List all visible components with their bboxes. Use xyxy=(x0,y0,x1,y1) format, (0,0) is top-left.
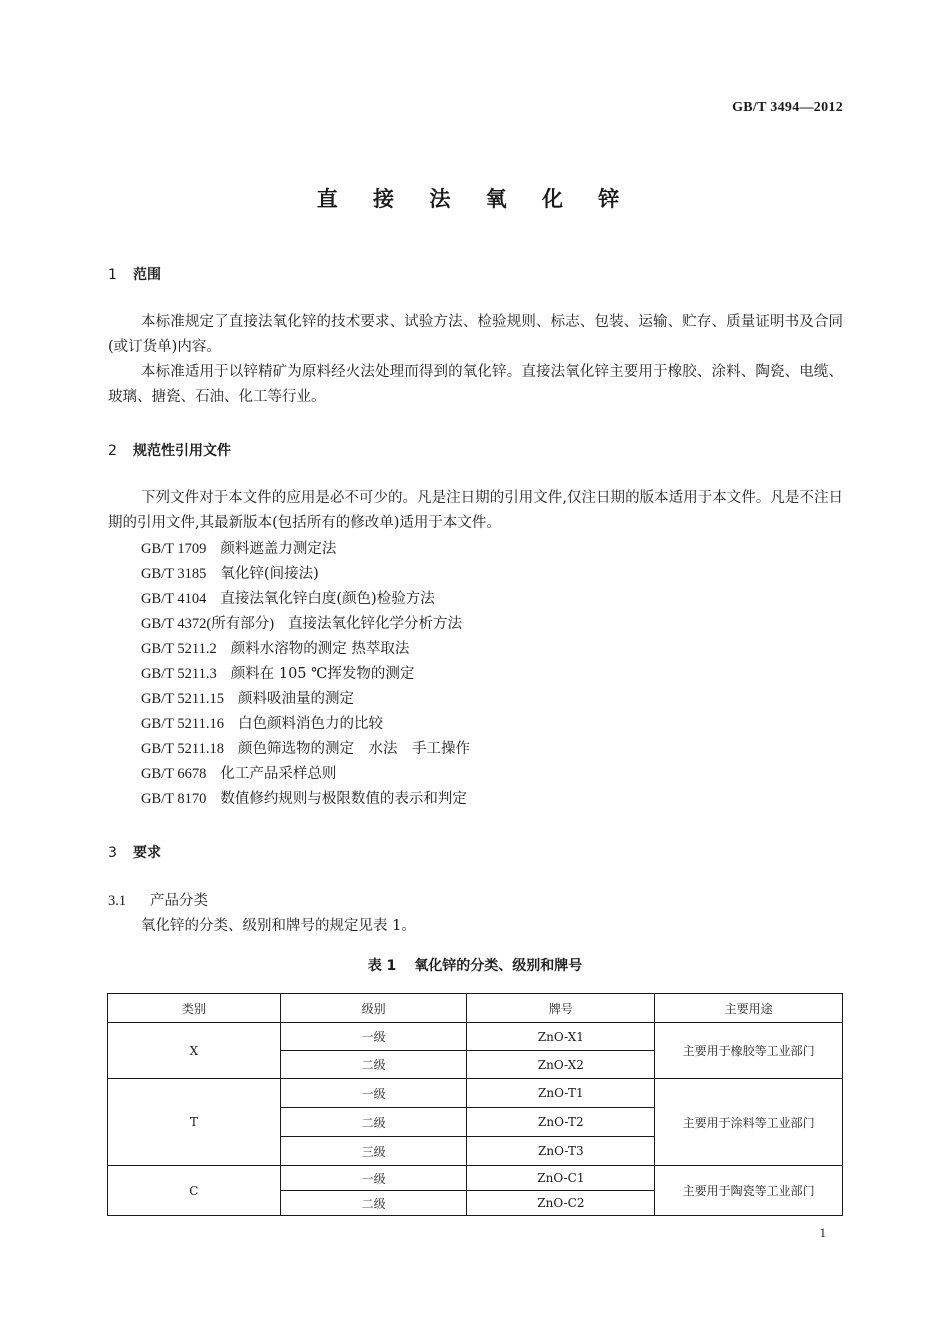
reference-item xyxy=(141,787,467,808)
grade-cell: 一级 xyxy=(280,1166,467,1191)
table-caption xyxy=(0,955,950,975)
reference-code: GB/T 3185 xyxy=(141,566,207,582)
table-row xyxy=(108,1079,843,1108)
reference-code: GB/T 5211.3 xyxy=(141,666,217,682)
subsection-title: 产品分类 xyxy=(150,893,208,909)
reference-title: 白色颜料消色力的比较 xyxy=(237,716,383,732)
classification-table xyxy=(107,993,843,1216)
reference-code: GB/T 6678 xyxy=(141,766,207,782)
brand-cell: ZnO-X2 xyxy=(467,1051,655,1079)
section-3-heading xyxy=(108,842,161,862)
header-category: 类别 xyxy=(108,994,281,1023)
category-cell: T xyxy=(108,1079,281,1166)
table-header-row xyxy=(108,994,843,1023)
grade-cell: 三级 xyxy=(280,1137,467,1166)
brand-cell: ZnO-C1 xyxy=(467,1166,655,1191)
reference-item xyxy=(141,587,435,608)
reference-title: 氧化锌(间接法) xyxy=(220,566,319,582)
section-title: 范围 xyxy=(133,267,161,283)
section-1-paragraph-1: 本标准规定了直接法氧化锌的技术要求、试验方法、检验规则、标志、包装、运输、贮存、质量证明书及合同(或订货单)内容。 xyxy=(108,314,843,355)
table-title: 氧化锌的分类、级别和牌号 xyxy=(414,958,583,974)
brand-cell: ZnO-C2 xyxy=(467,1191,655,1216)
section-2-heading xyxy=(108,440,231,460)
table-row xyxy=(108,1166,843,1191)
category-cell: C xyxy=(108,1166,281,1216)
section-number: 2 xyxy=(108,443,117,459)
page-number: 1 xyxy=(819,1225,826,1240)
reference-code: GB/T 8170 xyxy=(141,791,207,807)
document-title: 直 接 法 氧 化 锌 xyxy=(316,187,634,211)
subsection-3-1-paragraph: 氧化锌的分类、级别和牌号的规定见表 1。 xyxy=(141,918,416,934)
reference-code: GB/T 4104 xyxy=(141,591,207,607)
category-cell: X xyxy=(108,1023,281,1079)
reference-code: GB/T 5211.16 xyxy=(141,716,224,732)
standard-code: GB/T 3494—2012 xyxy=(732,100,843,115)
use-cell: 主要用于陶瓷等工业部门 xyxy=(655,1166,843,1216)
grade-cell: 二级 xyxy=(280,1108,467,1137)
reference-title: 化工产品采样总则 xyxy=(220,766,337,782)
reference-title: 颜料遮盖力测定法 xyxy=(220,541,337,557)
use-cell: 主要用于涂料等工业部门 xyxy=(655,1079,843,1166)
grade-cell: 一级 xyxy=(280,1023,467,1051)
section-title: 规范性引用文件 xyxy=(133,443,231,459)
grade-cell: 二级 xyxy=(280,1051,467,1079)
reference-item xyxy=(141,562,319,583)
table-number: 表 1 xyxy=(367,958,397,974)
reference-item xyxy=(141,687,354,708)
reference-code: GB/T 1709 xyxy=(141,541,207,557)
reference-item xyxy=(141,637,409,658)
reference-title: 颜色筛选物的测定 水法 手工操作 xyxy=(237,741,470,757)
reference-title: 数值修约规则与极限数值的表示和判定 xyxy=(220,791,467,807)
reference-code: GB/T 5211.15 xyxy=(141,691,224,707)
reference-code: GB/T 5211.18 xyxy=(141,741,224,757)
table-row xyxy=(108,1023,843,1051)
grade-cell: 一级 xyxy=(280,1079,467,1108)
section-number: 3 xyxy=(108,845,117,861)
subsection-3-1-heading xyxy=(108,889,208,910)
header-brand: 牌号 xyxy=(467,994,655,1023)
reference-item xyxy=(141,737,470,758)
reference-title: 直接法氧化锌化学分析方法 xyxy=(288,616,463,632)
section-2-paragraph: 下列文件对于本文件的应用是必不可少的。凡是注日期的引用文件,仅注日期的版本适用于本文件。凡是不注日期的引用文件,其最新版本(包括所有的修改单)适用于本文件。 xyxy=(108,490,843,531)
reference-code: GB/T 5211.2 xyxy=(141,641,217,657)
brand-cell: ZnO-T3 xyxy=(467,1137,655,1166)
brand-cell: ZnO-T1 xyxy=(467,1079,655,1108)
reference-title: 直接法氧化锌白度(颜色)检验方法 xyxy=(220,591,435,607)
subsection-number: 3.1 xyxy=(108,893,127,909)
brand-cell: ZnO-T2 xyxy=(467,1108,655,1137)
use-cell: 主要用于橡胶等工业部门 xyxy=(655,1023,843,1079)
section-1-paragraph-2: 本标准适用于以锌精矿为原料经火法处理而得到的氧化锌。直接法氧化锌主要用于橡胶、涂料、陶瓷、电缆、玻璃、搪瓷、石油、化工等行业。 xyxy=(108,364,843,405)
section-title: 要求 xyxy=(133,845,161,861)
reference-item xyxy=(141,612,462,633)
reference-title: 颜料吸油量的测定 xyxy=(237,691,354,707)
section-1-heading xyxy=(108,264,161,284)
reference-item xyxy=(141,537,336,558)
section-number: 1 xyxy=(108,267,117,283)
reference-item xyxy=(141,712,383,733)
reference-title: 颜料在 105 ℃挥发物的测定 xyxy=(230,666,415,682)
header-use: 主要用途 xyxy=(655,994,843,1023)
grade-cell: 二级 xyxy=(280,1191,467,1216)
reference-item xyxy=(141,762,336,783)
brand-cell: ZnO-X1 xyxy=(467,1023,655,1051)
reference-item xyxy=(141,662,414,683)
header-grade: 级别 xyxy=(280,994,467,1023)
reference-title: 颜料水溶物的测定 热萃取法 xyxy=(230,641,410,657)
reference-code: GB/T 4372(所有部分) xyxy=(141,616,275,632)
